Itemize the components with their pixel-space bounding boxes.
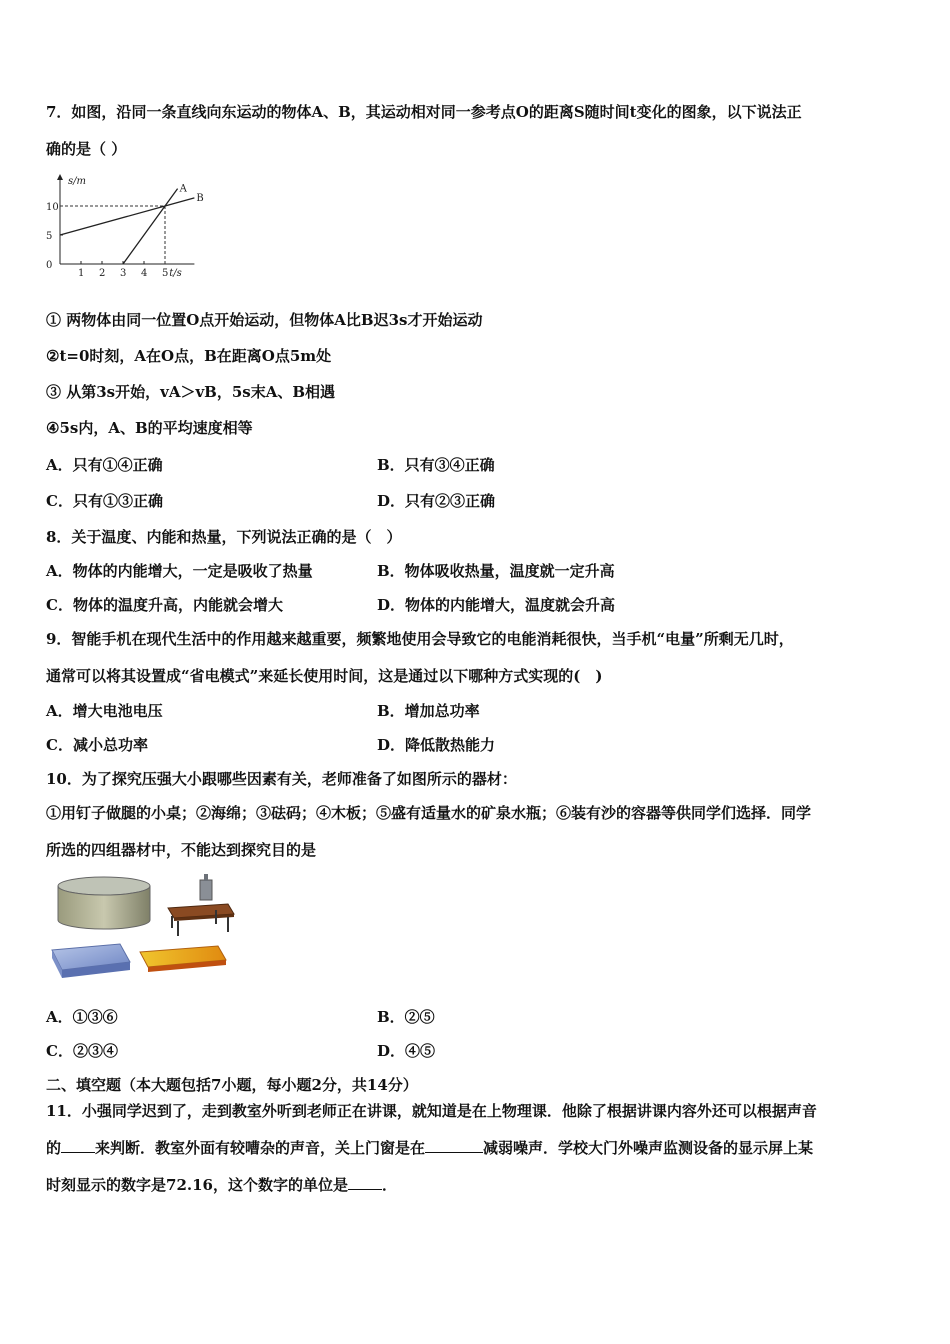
q8-option-d[interactable]: D．物体的内能增大，温度就会升高 [377,596,616,614]
q7-stem-line2: 确的是（ ） [46,140,127,158]
q11-line3-part1: 时刻显示的数字是72.16，这个数字的单位是 [46,1176,348,1194]
q7-option-b[interactable]: B．只有③④正确 [377,456,495,474]
q11-line1: 11．小强同学迟到了，走到教室外听到老师正在讲课，就知道是在上物理课．他除了根据讲课内容外还可以根据声音 [46,1102,817,1120]
q7-option-a[interactable]: A．只有①④正确 [46,456,163,474]
y-tick-label: 10 [46,202,59,213]
q9-stem-line1: 9．智能手机在现代生活中的作用越来越重要，频繁地使用会导致它的电能消耗很快，当手机“电量”所剩无几时， [46,630,794,648]
q10-option-b[interactable]: B．②⑤ [377,1008,435,1026]
q7-stem-line1: 7．如图，沿同一条直线向东运动的物体A、B，其运动相对同一参考点O的距离S随时间t变化的图象，以下说法正 [46,103,802,121]
q7-statement-1: ① 两物体由同一位置O点开始运动，但物体A比B迟3s才开始运动 [46,311,483,329]
x-tick-label: 4 [141,268,148,279]
q10-option-a[interactable]: A．①③⑥ [46,1008,118,1026]
q9-option-d[interactable]: D．降低散热能力 [377,736,496,754]
sponge-icon [52,944,130,978]
q7-distance-time-graph [46,172,226,280]
q9-stem-line2: 通常可以将其设置成“省电模式”来延长使用时间，这是通过以下哪种方式实现的( ) [46,667,603,685]
x-tick-label: 2 [99,268,106,279]
y-tick-label: 5 [46,231,53,242]
y-tick-label: 0 [46,260,53,271]
series-line-b [60,198,194,235]
y-axis-arrow-icon [57,174,63,180]
wooden-board-icon [140,946,226,972]
q10-stem-line3: 所选的四组器材中，不能达到探究目的是 [46,841,317,859]
y-axis-label: s/m [68,176,86,187]
series-line-a [123,189,178,264]
x-tick-label: 1 [78,268,85,279]
q11-blank-2[interactable] [425,1138,483,1153]
q11-line2-part2: 来判断．教室外面有较嘈杂的声音，关上门窗是在 [95,1139,426,1157]
q11-line3-part2: ． [381,1176,397,1194]
q9-option-c[interactable]: C．减小总功率 [46,736,148,754]
q8-option-a[interactable]: A．物体的内能增大，一定是吸收了热量 [46,562,313,580]
q10-equipment-photo [48,870,238,985]
series-label-a: A [179,183,187,195]
q11-blank-3[interactable] [348,1175,382,1190]
q8-option-b[interactable]: B．物体吸收热量，温度就一定升高 [377,562,615,580]
q8-option-c[interactable]: C．物体的温度升高，内能就会增大 [46,596,283,614]
x-tick-label: 3 [120,268,127,279]
q11-line2-part1: 的 [46,1139,62,1157]
q11-line2 [46,1138,813,1158]
q11-line3 [46,1175,397,1195]
q11-blank-1[interactable] [61,1138,95,1153]
q7-option-d[interactable]: D．只有②③正确 [377,492,496,510]
weight-icon [200,874,212,900]
q7-statement-2: ②t=0时刻，A在O点，B在距离O点5m处 [46,347,332,365]
small-table-icon [168,904,234,936]
q9-option-b[interactable]: B．增加总功率 [377,702,480,720]
q9-option-a[interactable]: A．增大电池电压 [46,702,163,720]
q11-line2-part3: 减弱噪声．学校大门外噪声监测设备的显示屏上某 [483,1139,814,1157]
sand-container-icon [58,877,150,929]
section2-heading: 二、填空题（本大题包括7小题，每小题2分，共14分） [46,1076,418,1094]
q7-statement-3: ③ 从第3s开始，vA＞vB，5s末A、B相遇 [46,383,336,401]
x-tick-label: 5 [162,268,169,279]
q7-option-c[interactable]: C．只有①③正确 [46,492,163,510]
q10-stem-line1: 10．为了探究压强大小跟哪些因素有关，老师准备了如图所示的器材： [46,770,517,788]
q7-statement-4: ④5s内，A、B的平均速度相等 [46,419,253,437]
q10-option-c[interactable]: C．②③④ [46,1042,118,1060]
x-axis-label: t/s [169,268,182,279]
series-label-b: B [196,192,204,204]
q8-stem: 8．关于温度、内能和热量，下列说法正确的是（ ） [46,528,402,546]
q10-stem-line2: ①用钉子做腿的小桌；②海绵；③砝码；④木板；⑤盛有适量水的矿泉水瓶；⑥装有沙的容器等供同学们选择．同学 [46,804,812,822]
q10-option-d[interactable]: D．④⑤ [377,1042,436,1060]
